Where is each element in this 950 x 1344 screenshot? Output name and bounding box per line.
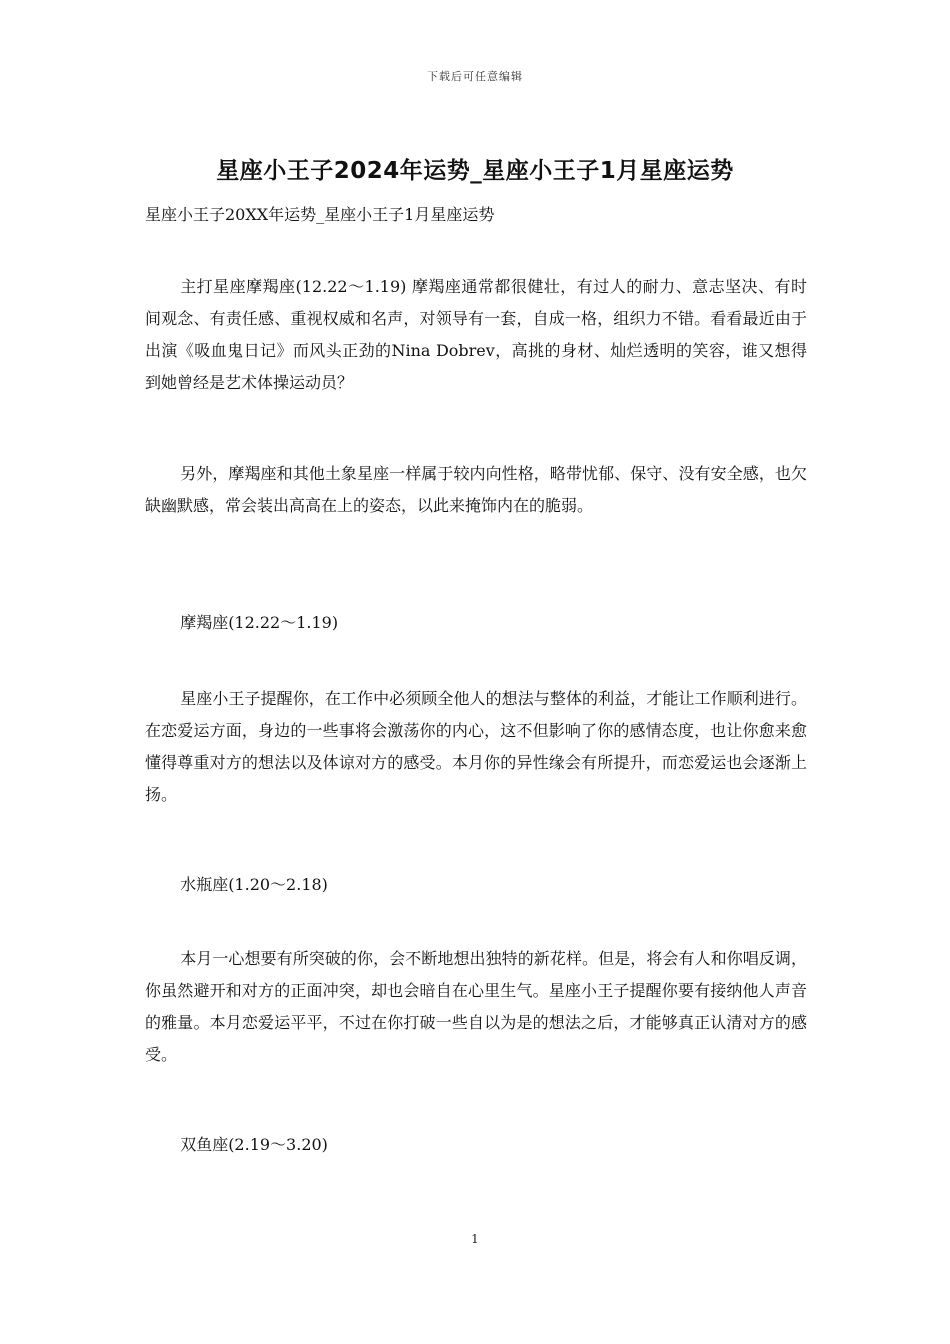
paragraph-text: 主打星座摩羯座(12.22～1.19) 摩羯座通常都很健壮，有过人的耐力、意志坚决、有时间观念、有责任感、重视权威和名声，对领导有一套，自成一格，组织力不错。看看最近由于出演《吸血鬼日记》而风头正劲的Nina Dobrev，高挑的身材、灿烂透明的笑容，谁又想得到她曾经是艺术体操运动员？ — [145, 277, 807, 392]
document-subtitle: 星座小王子20XX年运势_星座小王子1月星座运势 — [145, 205, 495, 224]
section-heading: 摩羯座(12.22～1.19) — [180, 613, 339, 632]
paragraph-text: 本月一心想要有所突破的你，会不断地想出独特的新花样。但是，将会有人和你唱反调，你虽然避开和对方的正面冲突，却也会暗自在心里生气。星座小王子提醒你要有接纳他人声音的雅量。本月恋爱运平平，不过在你打破一些自以为是的想法之后，才能够真正认清对方的感受。 — [145, 949, 807, 1064]
paragraph-text: 另外，摩羯座和其他土象星座一样属于较内向性格，略带忧郁、保守、没有安全感，也欠缺幽默感，常会装出高高在上的姿态，以此来掩饰内在的脆弱。 — [145, 464, 807, 515]
section-heading-capricorn — [145, 607, 807, 639]
section-text-aquarius — [145, 943, 807, 1071]
intro-paragraph-1 — [145, 271, 807, 399]
section-heading-pisces — [145, 1129, 807, 1161]
paragraph-text: 星座小王子提醒你，在工作中必须顾全他人的想法与整体的利益，才能让工作顺利进行。在恋爱运方面，身边的一些事将会激荡你的内心，这不但影响了你的感情态度，也让你愈来愈懂得尊重对方的想法以及体谅对方的感受。本月你的异性缘会有所提升，而恋爱运也会逐渐上扬。 — [145, 689, 807, 804]
section-heading-aquarius — [145, 869, 807, 901]
document-title: 星座小王子2024年运势_星座小王子1月星座运势 — [216, 158, 734, 184]
section-text-capricorn — [145, 683, 807, 811]
intro-paragraph-2 — [145, 458, 807, 522]
page-number: 1 — [471, 1232, 479, 1246]
section-heading: 双鱼座(2.19～3.20) — [180, 1135, 328, 1154]
header-note: 下载后可任意编辑 — [427, 70, 523, 83]
section-heading: 水瓶座(1.20～2.18) — [180, 875, 328, 894]
